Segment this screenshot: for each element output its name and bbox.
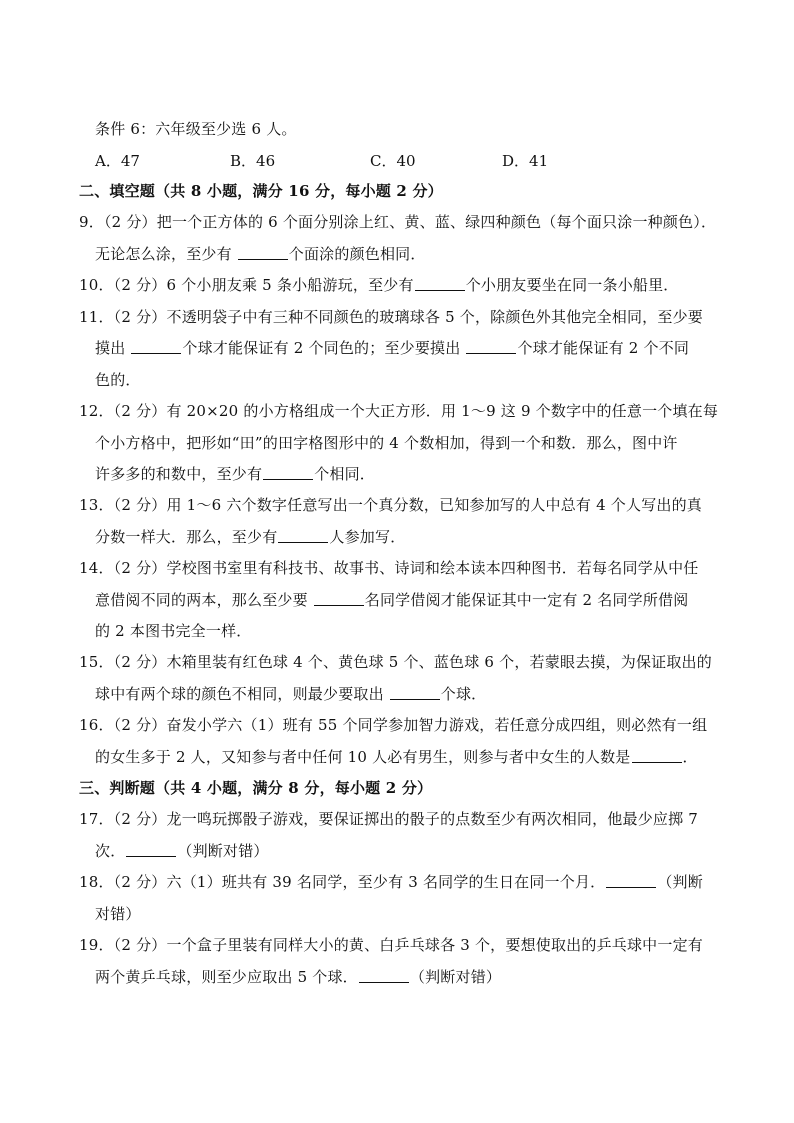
question-9-line-2 [95, 244, 426, 264]
answer-blank[interactable] [126, 842, 176, 857]
answer-blank[interactable] [359, 968, 409, 983]
q19-text-pre: 两个黄乒乓球，则至少应取出 5 个球． [95, 968, 358, 986]
question-18-line-1 [79, 872, 703, 892]
answer-blank[interactable] [632, 748, 682, 763]
q14-text-post: 名同学借阅才能保证其中一定有 2 名同学所借阅 [364, 591, 689, 609]
answer-blank[interactable] [263, 465, 313, 480]
q16-text-pre: 的女生多于 2 人，又知参与者中任何 10 人必有男生，则参与者中女生的人数是 [95, 748, 631, 766]
question-14-line-1: 14．（2 分）学校图书室里有科技书、故事书、诗词和绘本读本四种图书．若每名同学从中任 [79, 559, 699, 577]
answer-blank[interactable] [466, 339, 516, 354]
question-11-line-1: 11．（2 分）不透明袋子中有三种不同颜色的玻璃球各 5 个，除颜色外其他完全相同，至少要 [79, 308, 703, 326]
q9-text-pre: 无论怎么涂，至少有 [95, 245, 237, 263]
question-11-line-2 [95, 338, 689, 358]
option-b: B．46 [230, 152, 276, 170]
question-11-line-3: 色的． [95, 371, 141, 389]
question-14-line-2 [95, 590, 688, 610]
question-15-line-1: 15．（2 分）木箱里装有红色球 4 个、黄色球 5 个、蓝色球 6 个，若蒙眼去摸，为保证取出的 [79, 653, 712, 671]
answer-blank[interactable] [606, 873, 656, 888]
question-15-line-2 [95, 684, 486, 704]
q16-text-post: ． [682, 748, 698, 766]
question-12-line-1: 12．（2 分）有 20×20 的小方格组成一个大正方形．用 1～9 这 9 个数字中的任意一个填在每 [79, 402, 719, 420]
answer-blank[interactable] [278, 528, 328, 543]
question-12-line-3 [95, 464, 375, 484]
question-19-line-2 [95, 967, 501, 987]
option-a: A．47 [95, 152, 140, 170]
question-12-line-2: 个小方格中，把形如“田”的田字格图形中的 4 个数相加，得到一个和数．那么，图中许 [95, 434, 678, 452]
answer-blank[interactable] [415, 276, 465, 291]
q10-text-pre: 10．（2 分）6 个小朋友乘 5 条小船游玩，至少有 [79, 276, 414, 294]
q18-text-pre: 18．（2 分）六（1）班共有 39 名同学，至少有 3 名同学的生日在同一个月． [79, 873, 606, 891]
question-16-line-1: 16．（2 分）奋发小学六（1）班有 55 个同学参加智力游戏，若任意分成四组，则必然有一组 [79, 716, 708, 734]
condition-6: 条件 6：六年级至少选 6 人。 [95, 120, 297, 138]
q17-text-post: （判断对错） [177, 842, 269, 860]
q13-text-pre: 分数一样大．那么，至少有 [95, 528, 278, 546]
answer-blank[interactable] [131, 339, 181, 354]
q10-text-post: 个小朋友要坐在同一条小船里． [465, 276, 679, 294]
question-19-line-1: 19．（2 分）一个盒子里装有同样大小的黄、白乒乓球各 3 个，要想使取出的乒乓球中一定有 [79, 936, 703, 954]
q14-text-pre: 意借阅不同的两本，那么至少要 [95, 591, 313, 609]
q11-text-mid: 个球才能保证有 2 个同色的；至少要摸出 [182, 339, 466, 357]
answer-blank[interactable] [238, 245, 288, 260]
section-judgement-heading: 三、判断题（共 4 小题，满分 8 分，每小题 2 分） [79, 779, 433, 797]
answer-blank[interactable] [390, 685, 440, 700]
question-18-line-2: 对错） [95, 905, 141, 923]
question-10 [79, 275, 679, 295]
question-13-line-2 [95, 527, 405, 547]
q11-text-post: 个球才能保证有 2 个不同 [517, 339, 690, 357]
q12-text-pre: 许多多的和数中，至少有 [95, 465, 263, 483]
question-13-line-1: 13．（2 分）用 1～6 六个数字任意写出一个真分数，已知参加写的人中总有 4 个人写出的真 [79, 496, 703, 514]
answer-blank[interactable] [314, 591, 364, 606]
question-14-line-3: 的 2 本图书完全一样． [95, 622, 252, 640]
q18-text-post: （判断 [657, 873, 703, 891]
q17-text-pre: 次． [95, 842, 126, 860]
question-9-line-1: 9．（2 分）把一个正方体的 6 个面分别涂上红、黄、蓝、绿四种颜色（每个面只涂一种颜色）． [79, 213, 717, 231]
option-d: D．41 [502, 152, 549, 170]
question-16-line-2 [95, 747, 698, 767]
q13-text-post: 人参加写． [329, 528, 406, 546]
q19-text-post: （判断对错） [409, 968, 502, 986]
q12-text-post: 个相同． [314, 465, 376, 483]
option-c: C．40 [370, 152, 416, 170]
section-fill-in-heading: 二、填空题（共 8 小题，满分 16 分，每小题 2 分） [79, 182, 443, 200]
q9-text-post: 个面涂的颜色相同． [288, 245, 426, 263]
q15-text-post: 个球． [440, 685, 487, 703]
question-17-line-2 [95, 841, 269, 861]
question-17-line-1: 17．（2 分）龙一鸣玩掷骰子游戏，要保证掷出的骰子的点数至少有两次相同，他最少应掷 7 [79, 810, 699, 828]
q15-text-pre: 球中有两个球的颜色不相同，则最少要取出 [95, 685, 389, 703]
q11-text-pre: 摸出 [95, 339, 131, 357]
